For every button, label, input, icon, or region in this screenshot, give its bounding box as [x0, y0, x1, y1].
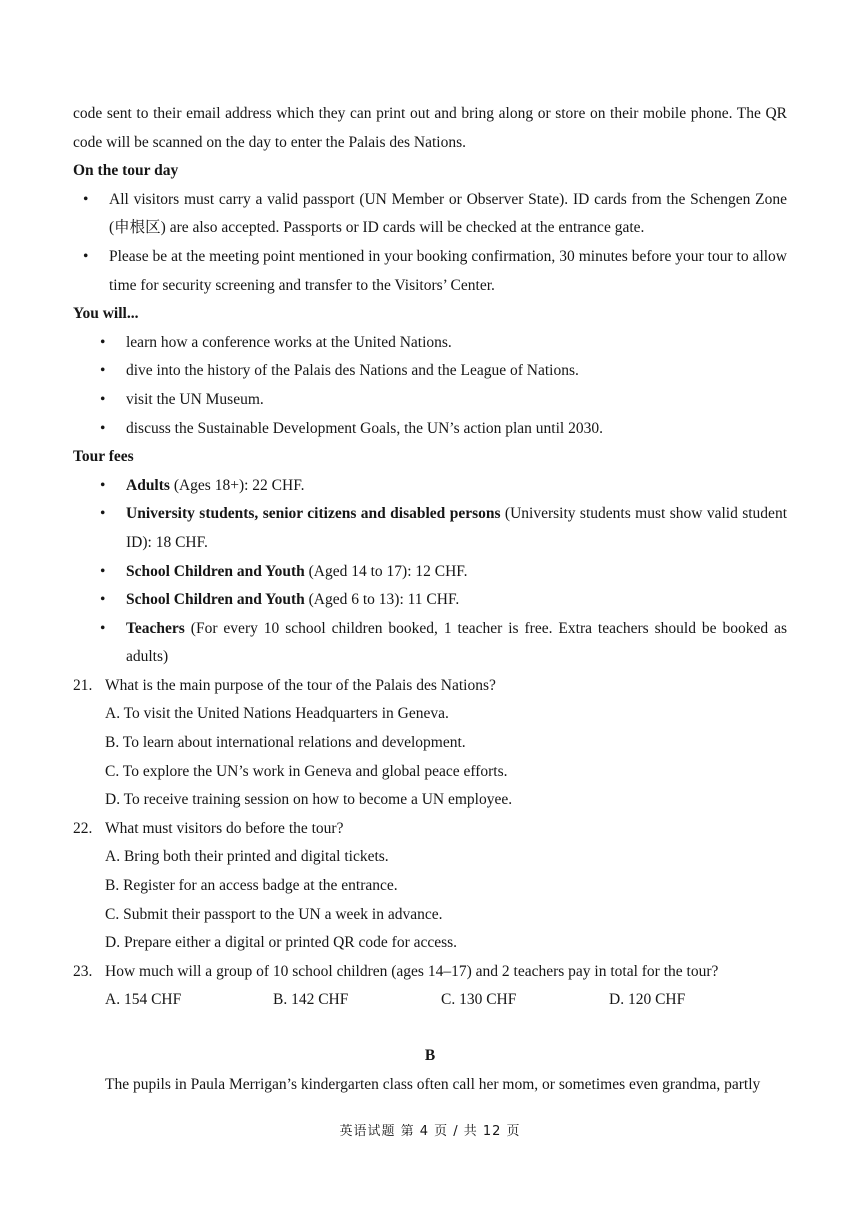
question-21-options	[73, 700, 787, 814]
option-c: C. Submit their passport to the UN a week in advance.	[105, 905, 443, 923]
fee-item	[73, 500, 787, 557]
fees-list	[73, 472, 787, 672]
option-a: A. To visit the United Nations Headquarters in Geneva.	[105, 705, 449, 723]
option-d: D. 120 CHF	[609, 991, 686, 1009]
fee-text: (Aged 14 to 17): 12 CHF.	[304, 562, 468, 580]
list-item: • All visitors must carry a valid passport (UN Member or Observer State). ID cards from the Schengen Zone (申根区) are also accepted. Passports or ID cards will be checked at the entrance gate.	[73, 186, 787, 243]
fees-heading: Tour fees	[73, 448, 134, 466]
question-number: 21.	[73, 676, 93, 694]
fee-text: (Aged 6 to 13): 11 CHF.	[304, 591, 460, 609]
question-number: 23.	[73, 962, 93, 980]
option-c: C. 130 CHF	[441, 991, 517, 1009]
fee-item	[73, 558, 787, 587]
you-will-list	[73, 329, 787, 443]
page-content	[73, 100, 787, 1099]
fee-item	[73, 472, 787, 501]
list-item: • visit the UN Museum.	[73, 386, 787, 415]
question-23-options	[73, 986, 787, 1015]
fee-text: (Ages 18+): 22 CHF.	[169, 476, 305, 494]
question-text: What is the main purpose of the tour of the Palais des Nations?	[105, 676, 496, 694]
question-text: How much will a group of 10 school children (ages 14–17) and 2 teachers pay in total for the tour?	[105, 962, 719, 980]
list-item: • Please be at the meeting point mentioned in your booking confirmation, 30 minutes before your tour to allow time for security screening and transfer to the Visitors’ Center.	[73, 243, 787, 300]
option-b: B. To learn about international relations and development.	[105, 734, 466, 752]
question-21	[73, 672, 787, 701]
section-b-paragraph: The pupils in Paula Merrigan’s kindergarten class often call her mom, or sometimes even grandma, partly	[105, 1075, 761, 1093]
intro-paragraph: code sent to their email address which they can print out and bring along or store on their mobile phone. The QR code will be scanned on the day to enter the Palais des Nations.	[73, 105, 787, 151]
list-item: • discuss the Sustainable Development Goals, the UN’s action plan until 2030.	[73, 415, 787, 444]
you-will-heading: You will...	[73, 305, 139, 323]
question-text: What must visitors do before the tour?	[105, 819, 344, 837]
fee-item	[73, 615, 787, 672]
page-footer: 英语试题 第 4 页 / 共 12 页	[339, 1124, 521, 1139]
fee-label: University students, senior citizens and disabled persons	[126, 505, 501, 523]
question-22-options	[73, 843, 787, 957]
fee-item	[73, 586, 787, 615]
question-number: 22.	[73, 819, 93, 837]
fee-label: School Children and Youth	[126, 591, 305, 609]
option-b: B. 142 CHF	[273, 991, 349, 1009]
list-item: • learn how a conference works at the United Nations.	[73, 329, 787, 358]
fee-text: (University students must show valid student ID): 18 CHF.	[126, 505, 787, 551]
option-d: D. To receive training session on how to become a UN employee.	[105, 791, 513, 809]
question-22	[73, 815, 787, 844]
tour-day-list	[73, 186, 787, 300]
question-23	[73, 958, 787, 987]
tour-day-heading: On the tour day	[73, 162, 179, 180]
section-b-label: B	[424, 1047, 436, 1064]
option-b: B. Register for an access badge at the entrance.	[105, 877, 398, 895]
fee-text: (For every 10 school children booked, 1 teacher is free. Extra teachers should be booked as adults)	[126, 619, 787, 666]
fee-label: Teachers	[126, 619, 185, 637]
list-item: • dive into the history of the Palais des Nations and the League of Nations.	[73, 357, 787, 386]
option-c: C. To explore the UN’s work in Geneva and global peace efforts.	[105, 762, 508, 780]
option-a: A. 154 CHF	[105, 991, 182, 1009]
option-d: D. Prepare either a digital or printed QR code for access.	[105, 934, 458, 952]
fee-label: Adults	[126, 476, 170, 494]
option-a: A. Bring both their printed and digital tickets.	[105, 848, 389, 866]
fee-label: School Children and Youth	[126, 562, 305, 580]
